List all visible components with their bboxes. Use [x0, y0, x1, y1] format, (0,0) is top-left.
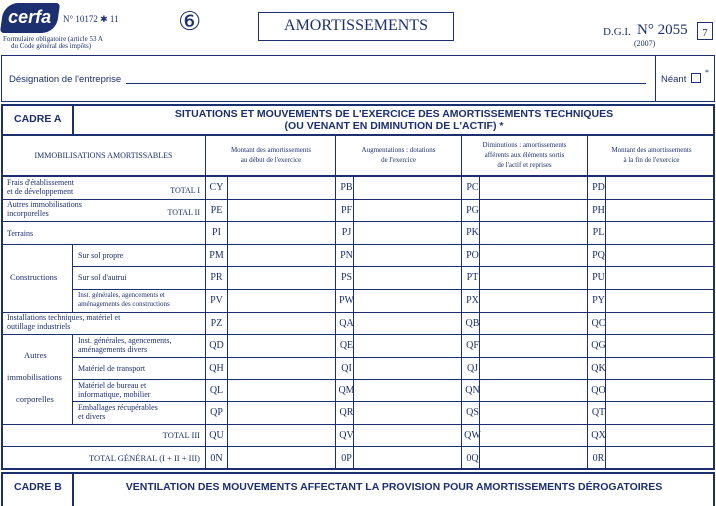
field-code-qs: QS	[466, 407, 479, 418]
form-number: N° 10172 ✱ 11	[63, 14, 119, 24]
col2-header-line2: de l'exercice	[381, 156, 416, 164]
cadre-a-label: CADRE A	[14, 113, 62, 125]
field-code-qh: QH	[209, 363, 224, 374]
row-label-frais-etablissement: Frais d'établissement	[7, 178, 74, 187]
field-code-pm: PM	[209, 250, 224, 261]
field-code-pv: PV	[210, 295, 223, 306]
input-qo[interactable]	[606, 380, 715, 401]
input-qn[interactable]	[480, 380, 587, 401]
field-code-pc: PC	[466, 182, 479, 193]
input-pk[interactable]	[480, 222, 587, 244]
col1-header-line2: au début de l'exercice	[240, 156, 302, 164]
cerfa-logo	[0, 3, 60, 33]
row-label-sol-autrui: Sur sol d'autrui	[78, 273, 127, 282]
cadre-b-label: CADRE B	[14, 481, 62, 493]
field-code-pg: PG	[466, 205, 479, 216]
field-code-qp: QP	[210, 407, 223, 418]
row-label-sol-propre: Sur sol propre	[78, 251, 124, 260]
row-total-i: TOTAL I	[170, 186, 200, 195]
input-qk[interactable]	[606, 358, 715, 379]
input-qg[interactable]	[606, 335, 715, 357]
input-qw[interactable]	[480, 425, 587, 446]
field-code-pw: PW	[339, 295, 354, 306]
row-label-installations-techniques: Installations techniques, matériel et	[7, 313, 121, 322]
input-pf[interactable]	[354, 200, 461, 221]
field-code-qa: QA	[339, 318, 354, 329]
row-label-materiel-bureau-2: informatique, mobilier	[78, 390, 151, 399]
page-badge	[697, 22, 713, 40]
input-pi[interactable]	[228, 222, 335, 244]
page-badge-number: 7	[702, 27, 708, 39]
input-qx[interactable]	[606, 425, 715, 446]
input-pw[interactable]	[354, 290, 461, 312]
input-qj[interactable]	[480, 358, 587, 379]
input-qm[interactable]	[354, 380, 461, 401]
field-code-ps: PS	[340, 272, 353, 283]
row-label-inst-divers-2: aménagements divers	[78, 345, 148, 354]
input-cy[interactable]	[228, 176, 335, 199]
field-code-pn: PN	[340, 250, 353, 261]
title-box	[258, 12, 454, 41]
field-code-pi: PI	[212, 227, 221, 238]
row-label-autres-incorporelles-2: incorporelles	[7, 209, 49, 218]
input-pd[interactable]	[606, 176, 715, 199]
field-code-px: PX	[466, 295, 479, 306]
input-ph[interactable]	[606, 200, 715, 221]
input-ps[interactable]	[354, 267, 461, 289]
input-qh[interactable]	[228, 358, 335, 379]
input-0q[interactable]	[480, 447, 587, 470]
input-0p[interactable]	[354, 447, 461, 470]
field-code-pj: PJ	[341, 227, 352, 238]
cadre-a-title-line2: (OU VENANT EN DIMINUTION DE L'ACTIF) *	[284, 120, 504, 132]
input-px[interactable]	[480, 290, 587, 312]
col1-header-line1: Montant des amortissements	[230, 146, 312, 154]
field-code-pf: PF	[340, 205, 353, 216]
input-qr[interactable]	[354, 402, 461, 424]
input-py[interactable]	[606, 290, 715, 312]
field-code-ql: QL	[209, 385, 224, 396]
input-qc[interactable]	[606, 313, 715, 334]
page-title: AMORTISSEMENTS	[284, 17, 428, 34]
input-qi[interactable]	[354, 358, 461, 379]
input-pb[interactable]	[354, 176, 461, 199]
field-code-qe: QE	[339, 340, 354, 351]
col3-header-line2: afférents aux éléments sortis	[484, 151, 565, 159]
field-code-qd: QD	[209, 340, 224, 351]
group-constructions-label: Constructions	[10, 272, 58, 282]
col2-header-line1: Augmentations : dotations	[361, 146, 436, 154]
input-po[interactable]	[480, 245, 587, 266]
row-label-autres-incorporelles: Autres immobilisations	[7, 200, 82, 209]
input-ql[interactable]	[228, 380, 335, 401]
mandatory-notice-line2: du Code général des impôts)	[11, 42, 92, 50]
col3-header-line1: Diminutions : amortissements	[482, 141, 567, 149]
field-code-0n: 0N	[210, 453, 223, 464]
input-pt[interactable]	[480, 267, 587, 289]
designation-label: Désignation de l'entreprise	[9, 74, 122, 85]
field-code-qk: QK	[591, 363, 606, 374]
field-code-qc: QC	[591, 318, 606, 329]
field-code-qi: QI	[341, 363, 352, 374]
row-label-terrains: Terrains	[7, 229, 34, 238]
input-pj[interactable]	[354, 222, 461, 244]
form-code: N° 2055	[637, 22, 688, 38]
input-pu[interactable]	[606, 267, 715, 289]
field-code-qv: QV	[339, 430, 354, 441]
cerfa-logo-text: cerfa	[8, 7, 52, 27]
field-code-pe: PE	[210, 205, 223, 216]
field-code-pq: PQ	[592, 250, 605, 261]
mandatory-notice-line1: Formulaire obligatoire (article 53 A	[3, 35, 103, 43]
field-code-po: PO	[466, 250, 479, 261]
circled-number: ⑥	[178, 7, 202, 37]
field-code-0p: 0P	[341, 453, 352, 464]
field-code-qf: QF	[466, 340, 479, 351]
field-code-pb: PB	[340, 182, 353, 193]
input-qd[interactable]	[228, 335, 335, 357]
input-pq[interactable]	[606, 245, 715, 266]
input-qv[interactable]	[354, 425, 461, 446]
group-autres-label-1: Autres	[24, 350, 47, 360]
input-pv[interactable]	[228, 290, 335, 312]
input-pr[interactable]	[228, 267, 335, 289]
input-pe[interactable]	[228, 200, 335, 221]
dgi-label: D.G.I.	[603, 26, 631, 38]
row-label-installations-techniques-2: outillage industriels	[7, 322, 71, 331]
field-code-pk: PK	[466, 227, 479, 238]
field-code-pz: PZ	[210, 318, 223, 329]
field-code-qb: QB	[465, 318, 480, 329]
col3-header-line3: de l'actif et reprises	[497, 161, 552, 169]
input-pm[interactable]	[228, 245, 335, 266]
input-qs[interactable]	[480, 402, 587, 424]
row-total-general: TOTAL GÉNÉRAL (I + II + III)	[88, 453, 200, 463]
input-pg[interactable]	[480, 200, 587, 221]
row-label-inst-constructions: Inst. générales, agencements et	[78, 291, 165, 299]
row-label-materiel-bureau: Matériel de bureau et	[78, 381, 147, 390]
cadre-a-title-line1: SITUATIONS ET MOUVEMENTS DE L'EXERCICE DES AMORTISSEMENTS TECHNIQUES	[174, 108, 614, 120]
cadre-b-title: VENTILATION DES MOUVEMENTS AFFECTANT LA PROVISION POUR AMORTISSEMENTS DÉROGATOIRES	[125, 481, 663, 493]
field-code-pt: PT	[466, 272, 479, 283]
row-label-inst-divers: Inst. générales, agencements,	[78, 336, 172, 345]
field-code-qu: QU	[209, 430, 224, 441]
field-code-qx: QX	[591, 430, 606, 441]
group-autres-label-3: corporelles	[16, 394, 54, 404]
field-code-pl: PL	[592, 227, 605, 238]
field-code-0r: 0R	[592, 453, 605, 464]
input-0r[interactable]	[606, 447, 715, 470]
input-pc[interactable]	[480, 176, 587, 199]
neant-label: Néant	[661, 74, 687, 85]
input-qe[interactable]	[354, 335, 461, 357]
row-label-inst-constructions-2: aménagements des constructions	[78, 300, 170, 308]
field-code-qn: QN	[465, 385, 480, 396]
group-autres-label-2: immobilisations	[7, 372, 62, 382]
col4-header-line2: à la fin de l'exercice	[623, 156, 680, 164]
neant-checkbox[interactable]	[691, 73, 701, 83]
field-code-qr: QR	[339, 407, 354, 418]
input-pn[interactable]	[354, 245, 461, 266]
field-code-pu: PU	[592, 272, 605, 283]
row-total-ii: TOTAL II	[167, 208, 200, 217]
input-qt[interactable]	[606, 402, 715, 424]
form-year: (2007)	[634, 39, 656, 48]
field-code-py: PY	[592, 295, 605, 306]
field-code-qw: QW	[464, 430, 481, 441]
input-qa[interactable]	[354, 313, 461, 334]
input-pz[interactable]	[228, 313, 335, 334]
input-qf[interactable]	[480, 335, 587, 357]
input-qb[interactable]	[480, 313, 587, 334]
field-code-cy: CY	[209, 182, 224, 193]
field-code-qg: QG	[591, 340, 606, 351]
row-label-frais-etablissement-2: et de développement	[7, 187, 74, 196]
col4-header-line1: Montant des amortissements	[611, 146, 692, 154]
designation-input[interactable]	[126, 72, 646, 84]
field-code-pr: PR	[210, 272, 223, 283]
row-label-emballages-2: et divers	[78, 412, 106, 421]
field-code-pd: PD	[592, 182, 605, 193]
field-code-qj: QJ	[466, 363, 479, 374]
row-label-materiel-transport: Matériel de transport	[78, 364, 146, 373]
col-immobilisations-header: IMMOBILISATIONS AMORTISSABLES	[34, 151, 173, 160]
input-qu[interactable]	[228, 425, 335, 446]
input-pl[interactable]	[606, 222, 715, 244]
field-code-qt: QT	[591, 407, 606, 418]
input-0n[interactable]	[228, 447, 335, 470]
input-qp[interactable]	[228, 402, 335, 424]
field-code-0q: 0Q	[466, 453, 479, 464]
row-total-iii: TOTAL III	[162, 430, 200, 440]
field-code-ph: PH	[592, 205, 605, 216]
field-code-qm: QM	[338, 385, 355, 396]
row-label-emballages: Emballages récupérables	[78, 403, 158, 412]
field-code-qo: QO	[591, 385, 606, 396]
neant-asterisk: *	[705, 68, 709, 77]
